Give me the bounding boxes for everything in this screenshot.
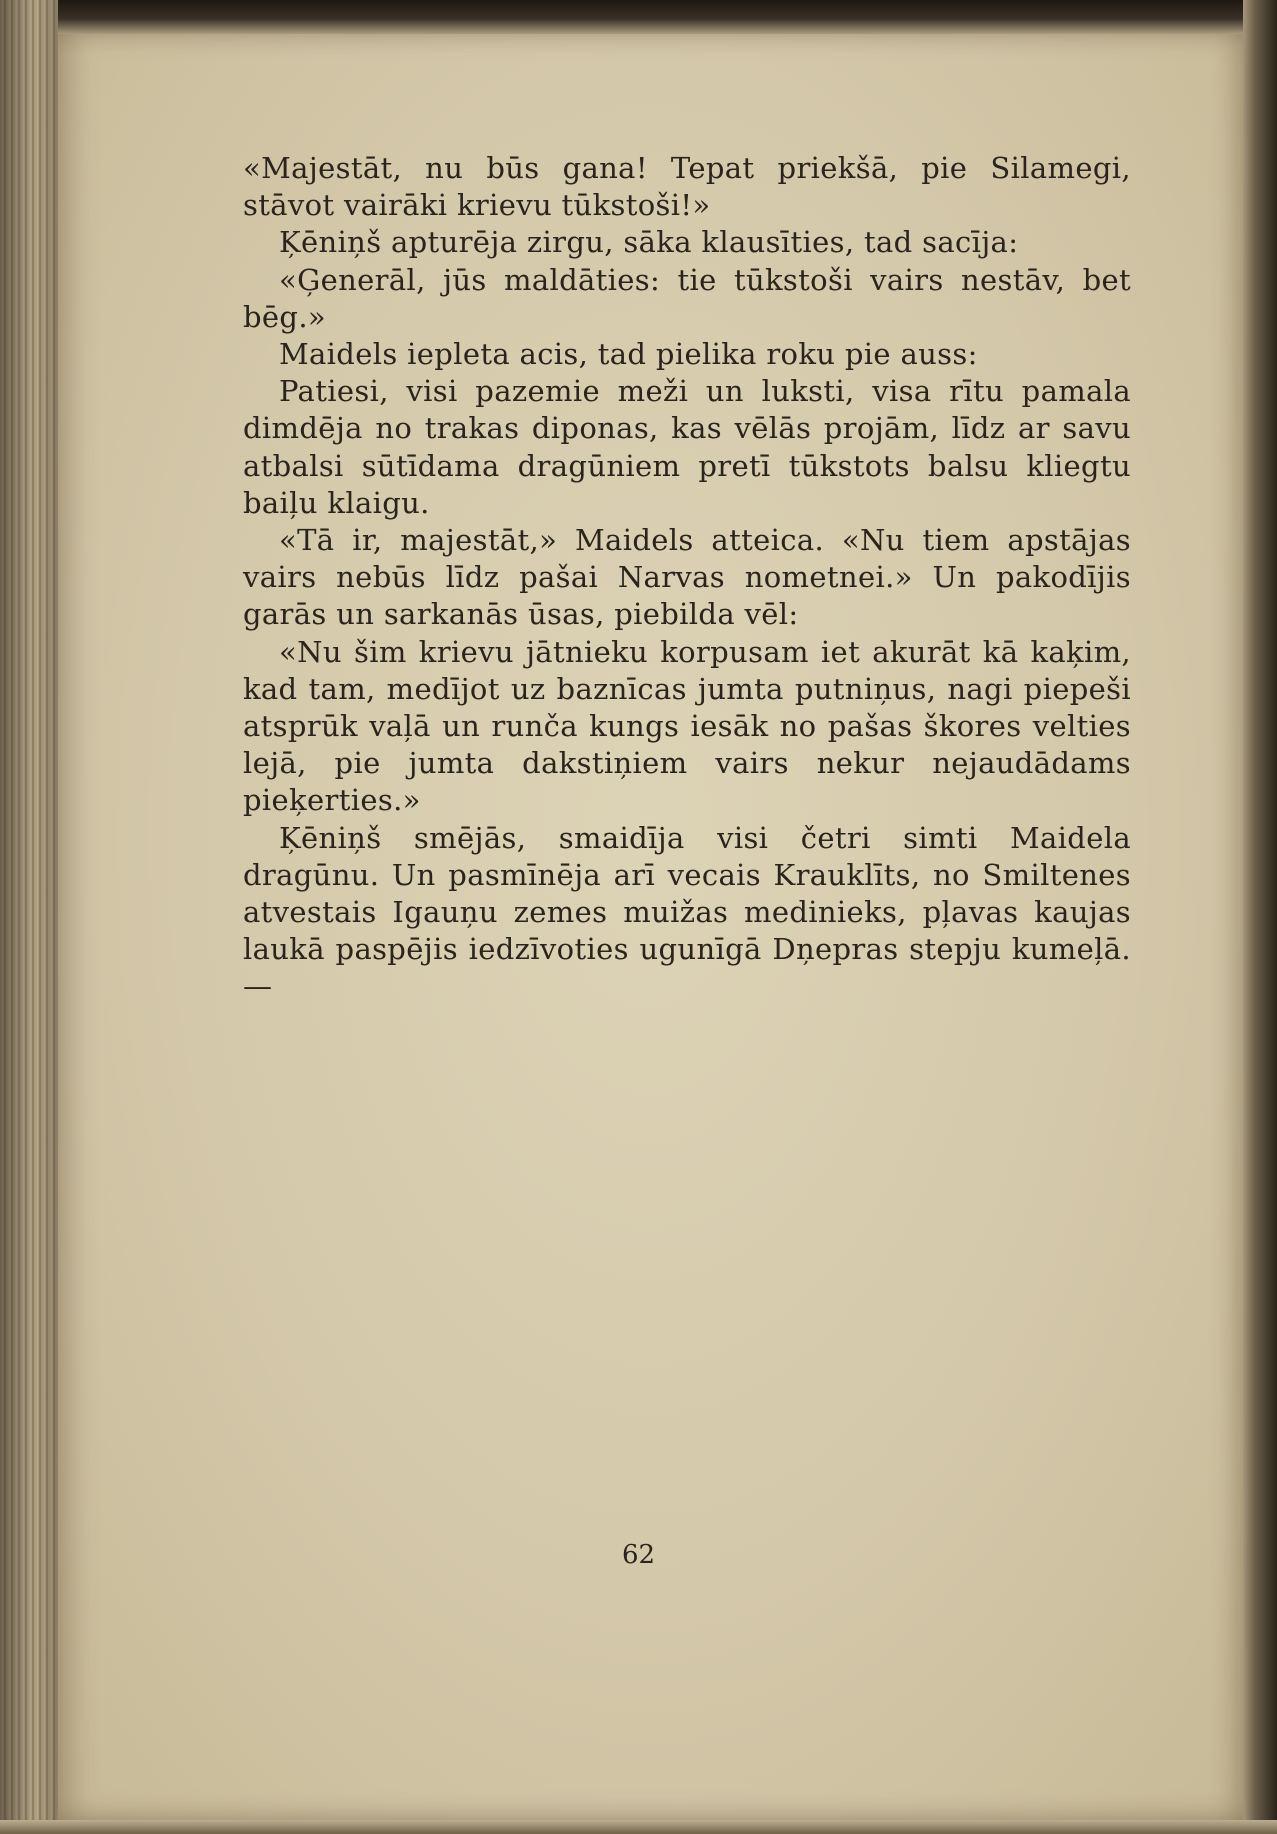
paragraph: «Tā ir, majestāt,» Maidels atteica. «Nu tiem apstājas vairs nebūs līdz pašai Narvas nometnei.» Un pakodījis garās un sarkanās ūsas, piebilda vēl: [243, 523, 1131, 632]
paragraph: Ķēniņš apturēja zirgu, sāka klausīties, tad sacīja: [279, 225, 1019, 260]
book-top-edge [0, 0, 1277, 34]
paragraph: «Nu šim krievu jātnieku korpusam iet akurāt kā kaķim, kad tam, medījot uz baznīcas jumta putniņus, nagi piepeši atsprūk vaļā un runča kungs iesāk no pašas škores velties lejā, pie jumta dakstiņiem vairs nekur nejaudādams pieķerties.» [243, 634, 1131, 818]
book-bottom-edge [0, 1820, 1277, 1834]
paragraph: Ķēniņš smējās, smaidīja visi četri simti Maidela dragūnu. Un pasmīnēja arī vecais Krauklīts, no Smiltenes atvestais Igauņu zemes muižas medinieks, pļavas kaujas laukā paspējis iedzīvoties ugunīgā Dņepras stepju kumeļā. — [243, 820, 1131, 1004]
paragraph: Patiesi, visi pazemie meži un luksti, visa rītu pamala dimdēja no trakas diponas, kas vēlās projām, līdz ar savu atbalsi sūtīdama dragūniem pretī tūkstots balsu kliegtu baiļu klaigu. [243, 374, 1131, 520]
body-text [243, 150, 1131, 1006]
paragraph: Maidels iepleta acis, tad pielika roku pie auss: [279, 337, 978, 372]
page-number: 62 [621, 1540, 656, 1570]
paragraph: «Majestāt, nu būs gana! Tepat priekšā, pie Silamegi, stāvot vairāki krievu tūkstoši!» [243, 151, 1131, 223]
paragraph: «Ģenerāl, jūs maldāties: tie tūkstoši vairs nestāv, bet bēg.» [243, 262, 1131, 334]
